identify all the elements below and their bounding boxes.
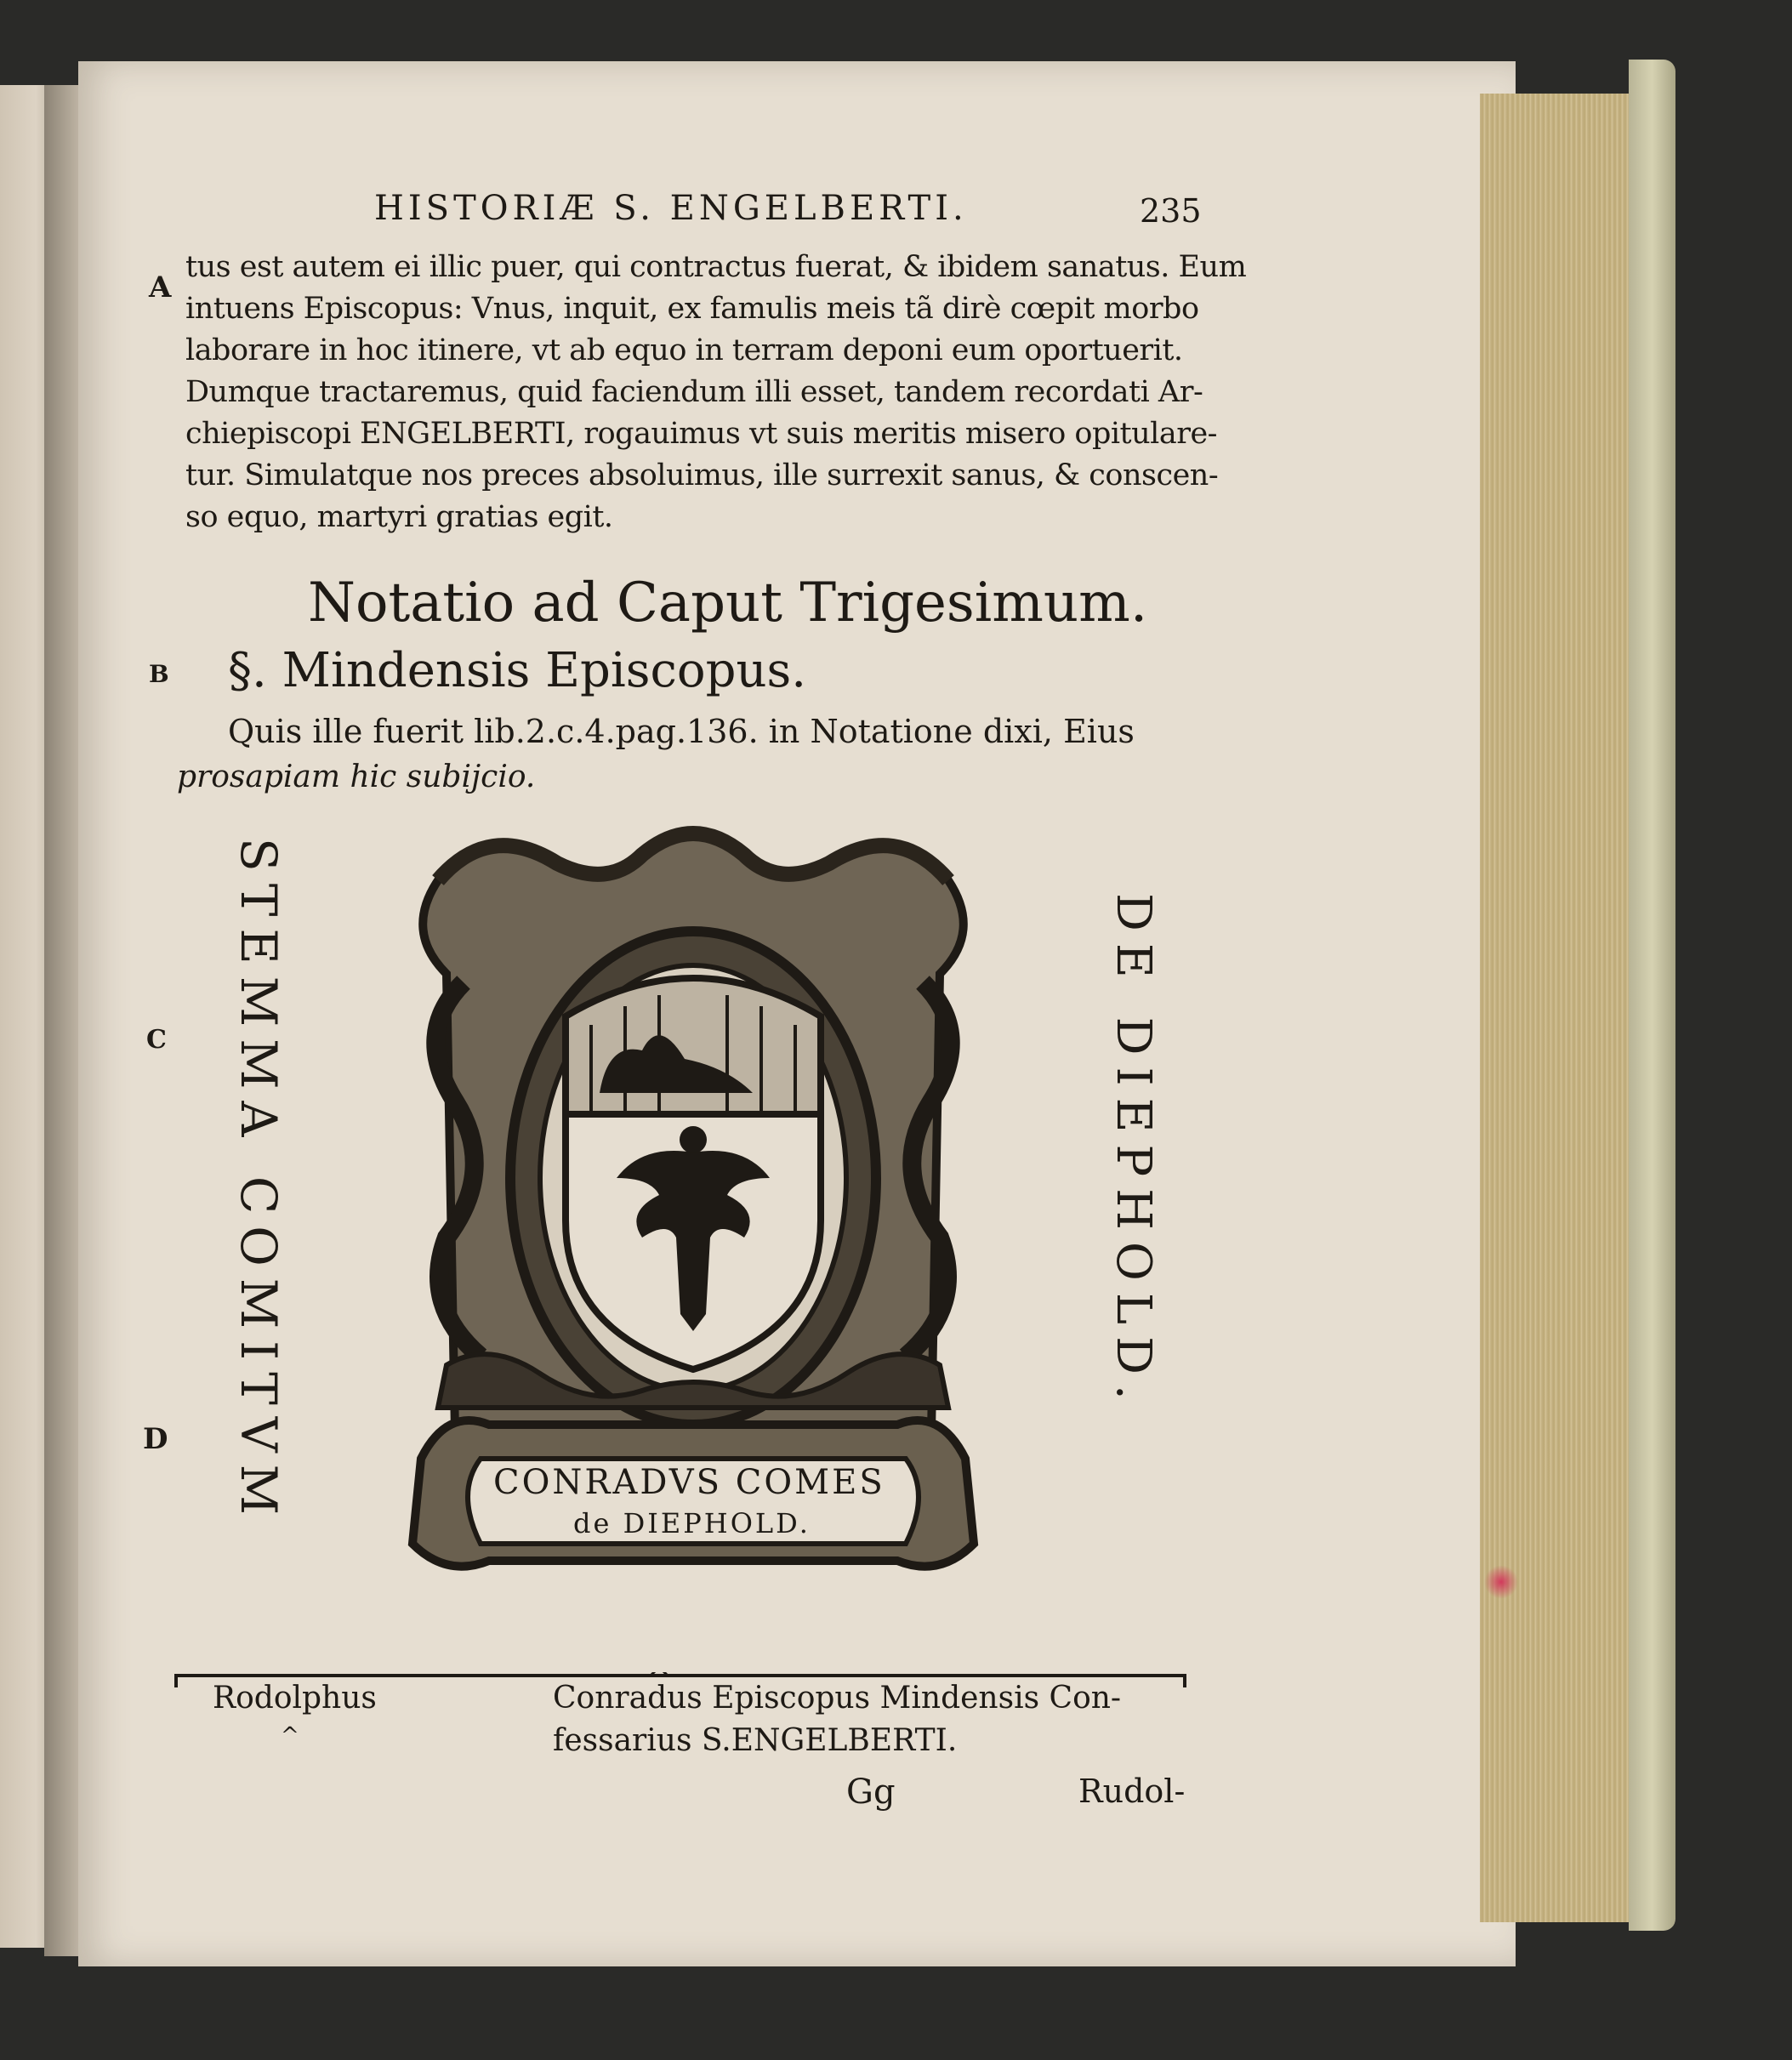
stemma-title-right: DE DIEPHOLD. bbox=[1106, 893, 1161, 1412]
page-block-fore-edge bbox=[1480, 94, 1650, 1922]
notation-intro-line-2: prosapiam hic subijcio. bbox=[177, 760, 536, 794]
notation-heading: Notatio ad Caput Trigesimum. bbox=[308, 572, 1148, 635]
notation-intro-line-1: Quis ille fuerit lib.2.c.4.pag.136. in Notatione dixi, Eius bbox=[228, 713, 1135, 750]
margin-letter-c: C bbox=[146, 1025, 167, 1055]
signature-mark: Gg bbox=[846, 1773, 896, 1812]
body-line: laborare in hoc itinere, vt ab equo in terram deponi eum oportuerit. bbox=[185, 333, 1183, 367]
body-line: intuens Episcopus: Vnus, inquit, ex famulis meis tã dirè cœpit morbo bbox=[185, 292, 1199, 326]
notation-subheading: §. Mindensis Episcopus. bbox=[228, 643, 807, 698]
book-cover-edge bbox=[1629, 60, 1675, 1931]
branch-mark: ^ bbox=[281, 1723, 299, 1749]
body-line: tus est autem ei illic puer, qui contractus fuerat, & ibidem sanatus. Eum bbox=[185, 250, 1247, 284]
running-title: HISTORIÆ S. ENGELBERTI. bbox=[374, 189, 968, 228]
genealogy-left-name: Rodolphus bbox=[213, 1681, 377, 1716]
page-number: 235 bbox=[1140, 192, 1202, 230]
red-stain bbox=[1484, 1565, 1518, 1599]
body-line: Dumque tractaremus, quid faciendum illi esset, tandem recordati Ar- bbox=[185, 375, 1203, 409]
body-line: tur. Simulatque nos preces absoluimus, ille surrexit sanus, & conscen- bbox=[185, 458, 1219, 492]
margin-letter-a: A bbox=[149, 270, 172, 304]
catchword: Rudol- bbox=[1078, 1773, 1186, 1810]
cartouche-line-1: CONRADVS COMES bbox=[493, 1463, 885, 1502]
cartouche-line-2: de DIEPHOLD. bbox=[573, 1507, 811, 1539]
genealogy-middle-line-1: Conradus Episcopus Mindensis Con- bbox=[553, 1681, 1122, 1716]
margin-letter-b: B bbox=[149, 660, 169, 688]
body-line: so equo, martyri gratias egit. bbox=[185, 500, 613, 534]
body-line: chiepiscopi ENGELBERTI, rogauimus vt suis meritis misero opitulare- bbox=[185, 417, 1217, 451]
margin-letter-d: D bbox=[143, 1422, 168, 1456]
genealogy-middle-line-2: fessarius S.ENGELBERTI. bbox=[553, 1723, 958, 1758]
stemma-title-left: STEMMA COMITVM bbox=[230, 838, 287, 1528]
